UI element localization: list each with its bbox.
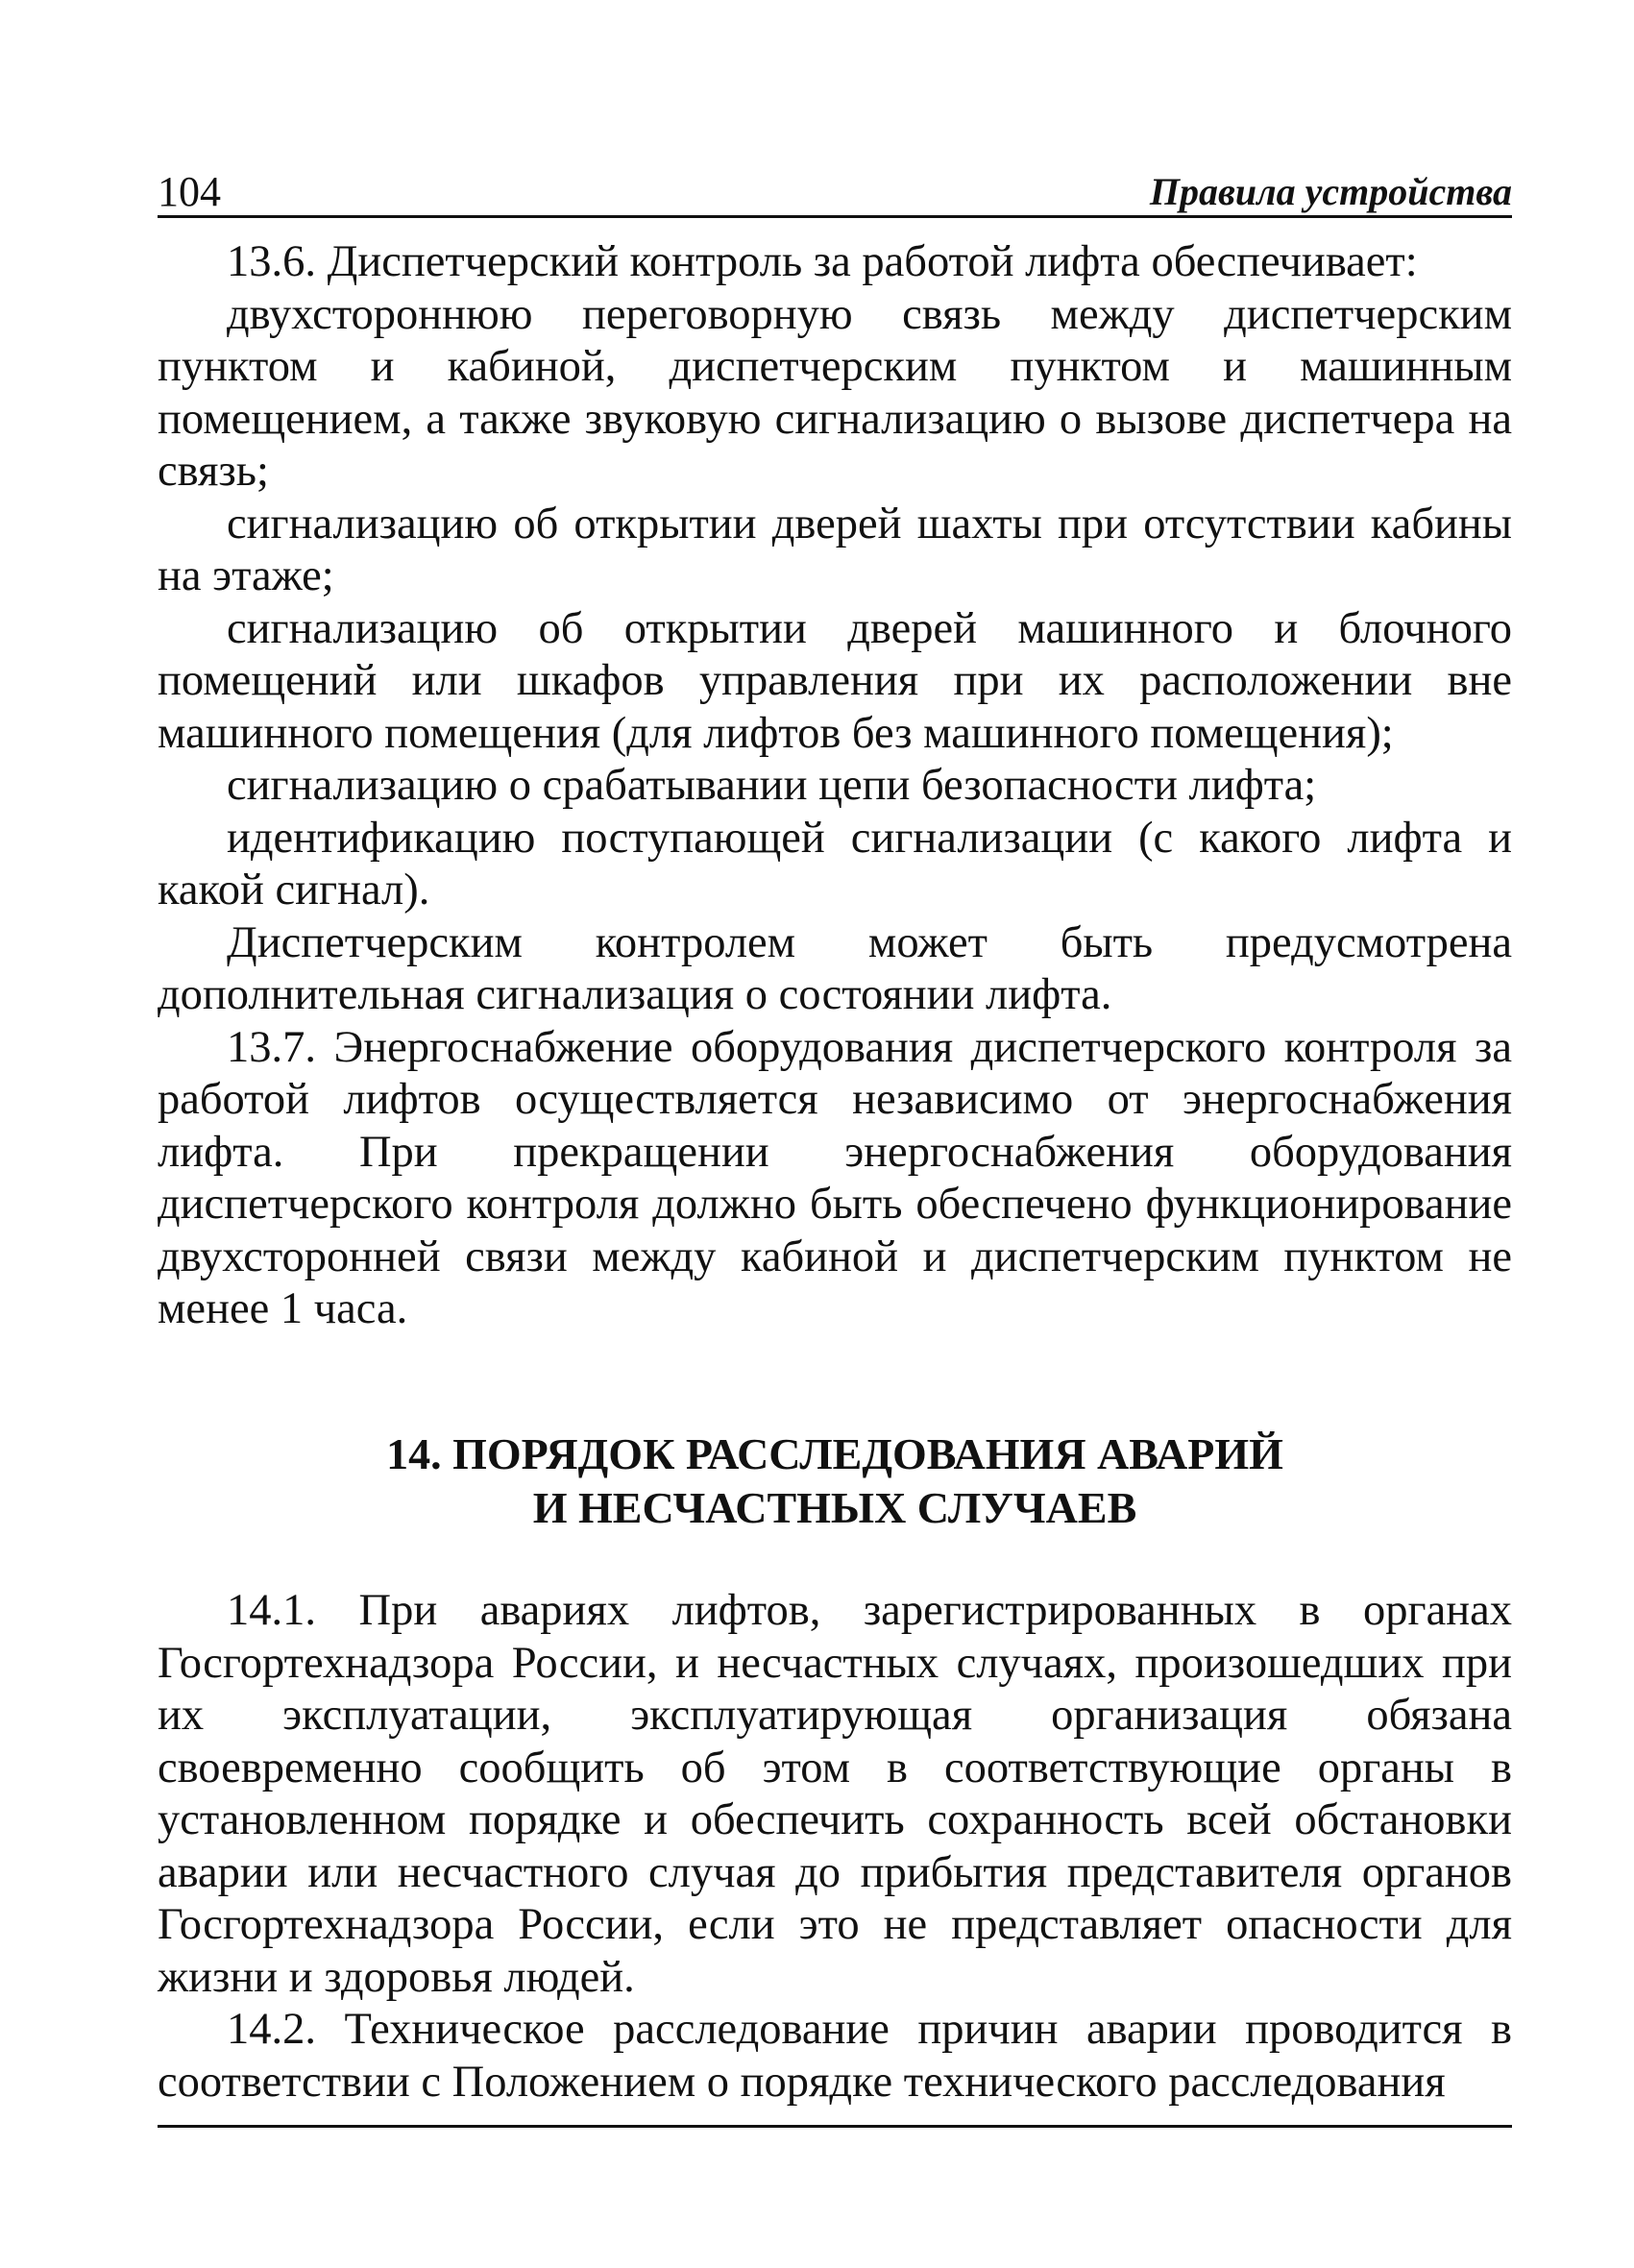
running-header <box>158 161 1512 218</box>
paragraph-machine-room-door-alarm: сигнализацию об открытии дверей машинного и блочного помещений или шкафов управления при их расположении вне машинного помещения (для лифтов без машинного помещения); <box>158 603 1512 758</box>
section-13-text <box>158 236 1512 1336</box>
paragraph-safety-chain-alarm: сигнализацию о срабатывании цепи безопасности лифта; <box>227 761 1317 810</box>
section-14-heading-line-2: И НЕСЧАСТНЫХ СЛУЧАЕВ <box>532 1483 1137 1532</box>
paragraph-14-1: 14.1. При авариях лифтов, зарегистрированных в органах Госгортехнадзора России, и несчастных случаях, произошедших при их эксплуатации, эксплуатирующая организация обязана своевременно сообщить об этом в соответствующие органы в установленном порядке и обеспечить сохранность всей обстановки аварии или несчастного случая до прибытия представителя органов Госгортехнадзора России, если это не представляет опасности для жизни и здоровья людей. <box>158 1586 1512 2002</box>
paragraph-two-way-communication: двухстороннюю переговорную связь между диспетчерским пунктом и кабиной, диспетчерским пунктом и машинным помещением, а также звуковую сигнализацию о вызове диспетчера на связь; <box>158 289 1512 496</box>
section-14-heading <box>158 1427 1512 1535</box>
section-14-heading-line-1: 14. ПОРЯДОК РАССЛЕДОВАНИЯ АВАРИЙ <box>386 1429 1283 1478</box>
paragraph-signal-identification: идентификацию поступающей сигнализации (с какого лифта и какой сигнал). <box>158 813 1512 915</box>
paragraph-14-2: 14.2. Техническое расследование причин аварии проводится в соответствии с Положением о порядке технического расследования <box>158 2005 1512 2107</box>
paragraph-13-7: 13.7. Энергоснабжение оборудования диспетчерского контроля за работой лифтов осуществляется независимо от энергоснабжения лифта. При прекращении энергоснабжения оборудования диспетчерского контроля должно быть обеспечено функционирование двухсторонней связи между кабиной и диспетчерским пунктом не менее 1 часа. <box>158 1022 1512 1333</box>
paragraph-shaft-door-alarm: сигнализацию об открытии дверей шахты при отсутствии кабины на этаже; <box>158 499 1512 600</box>
paragraph-13-6: 13.6. Диспетчерский контроль за работой лифта обеспечивает: <box>227 237 1418 286</box>
page-number: 104 <box>158 168 221 215</box>
section-14-text <box>158 1585 1512 2109</box>
paragraph-additional-alarm: Диспетчерским контролем может быть предусмотрена дополнительная сигнализация о состоянии лифта. <box>158 917 1512 1019</box>
running-title: Правила устройства <box>1149 170 1512 213</box>
footer-rule <box>158 2125 1512 2128</box>
